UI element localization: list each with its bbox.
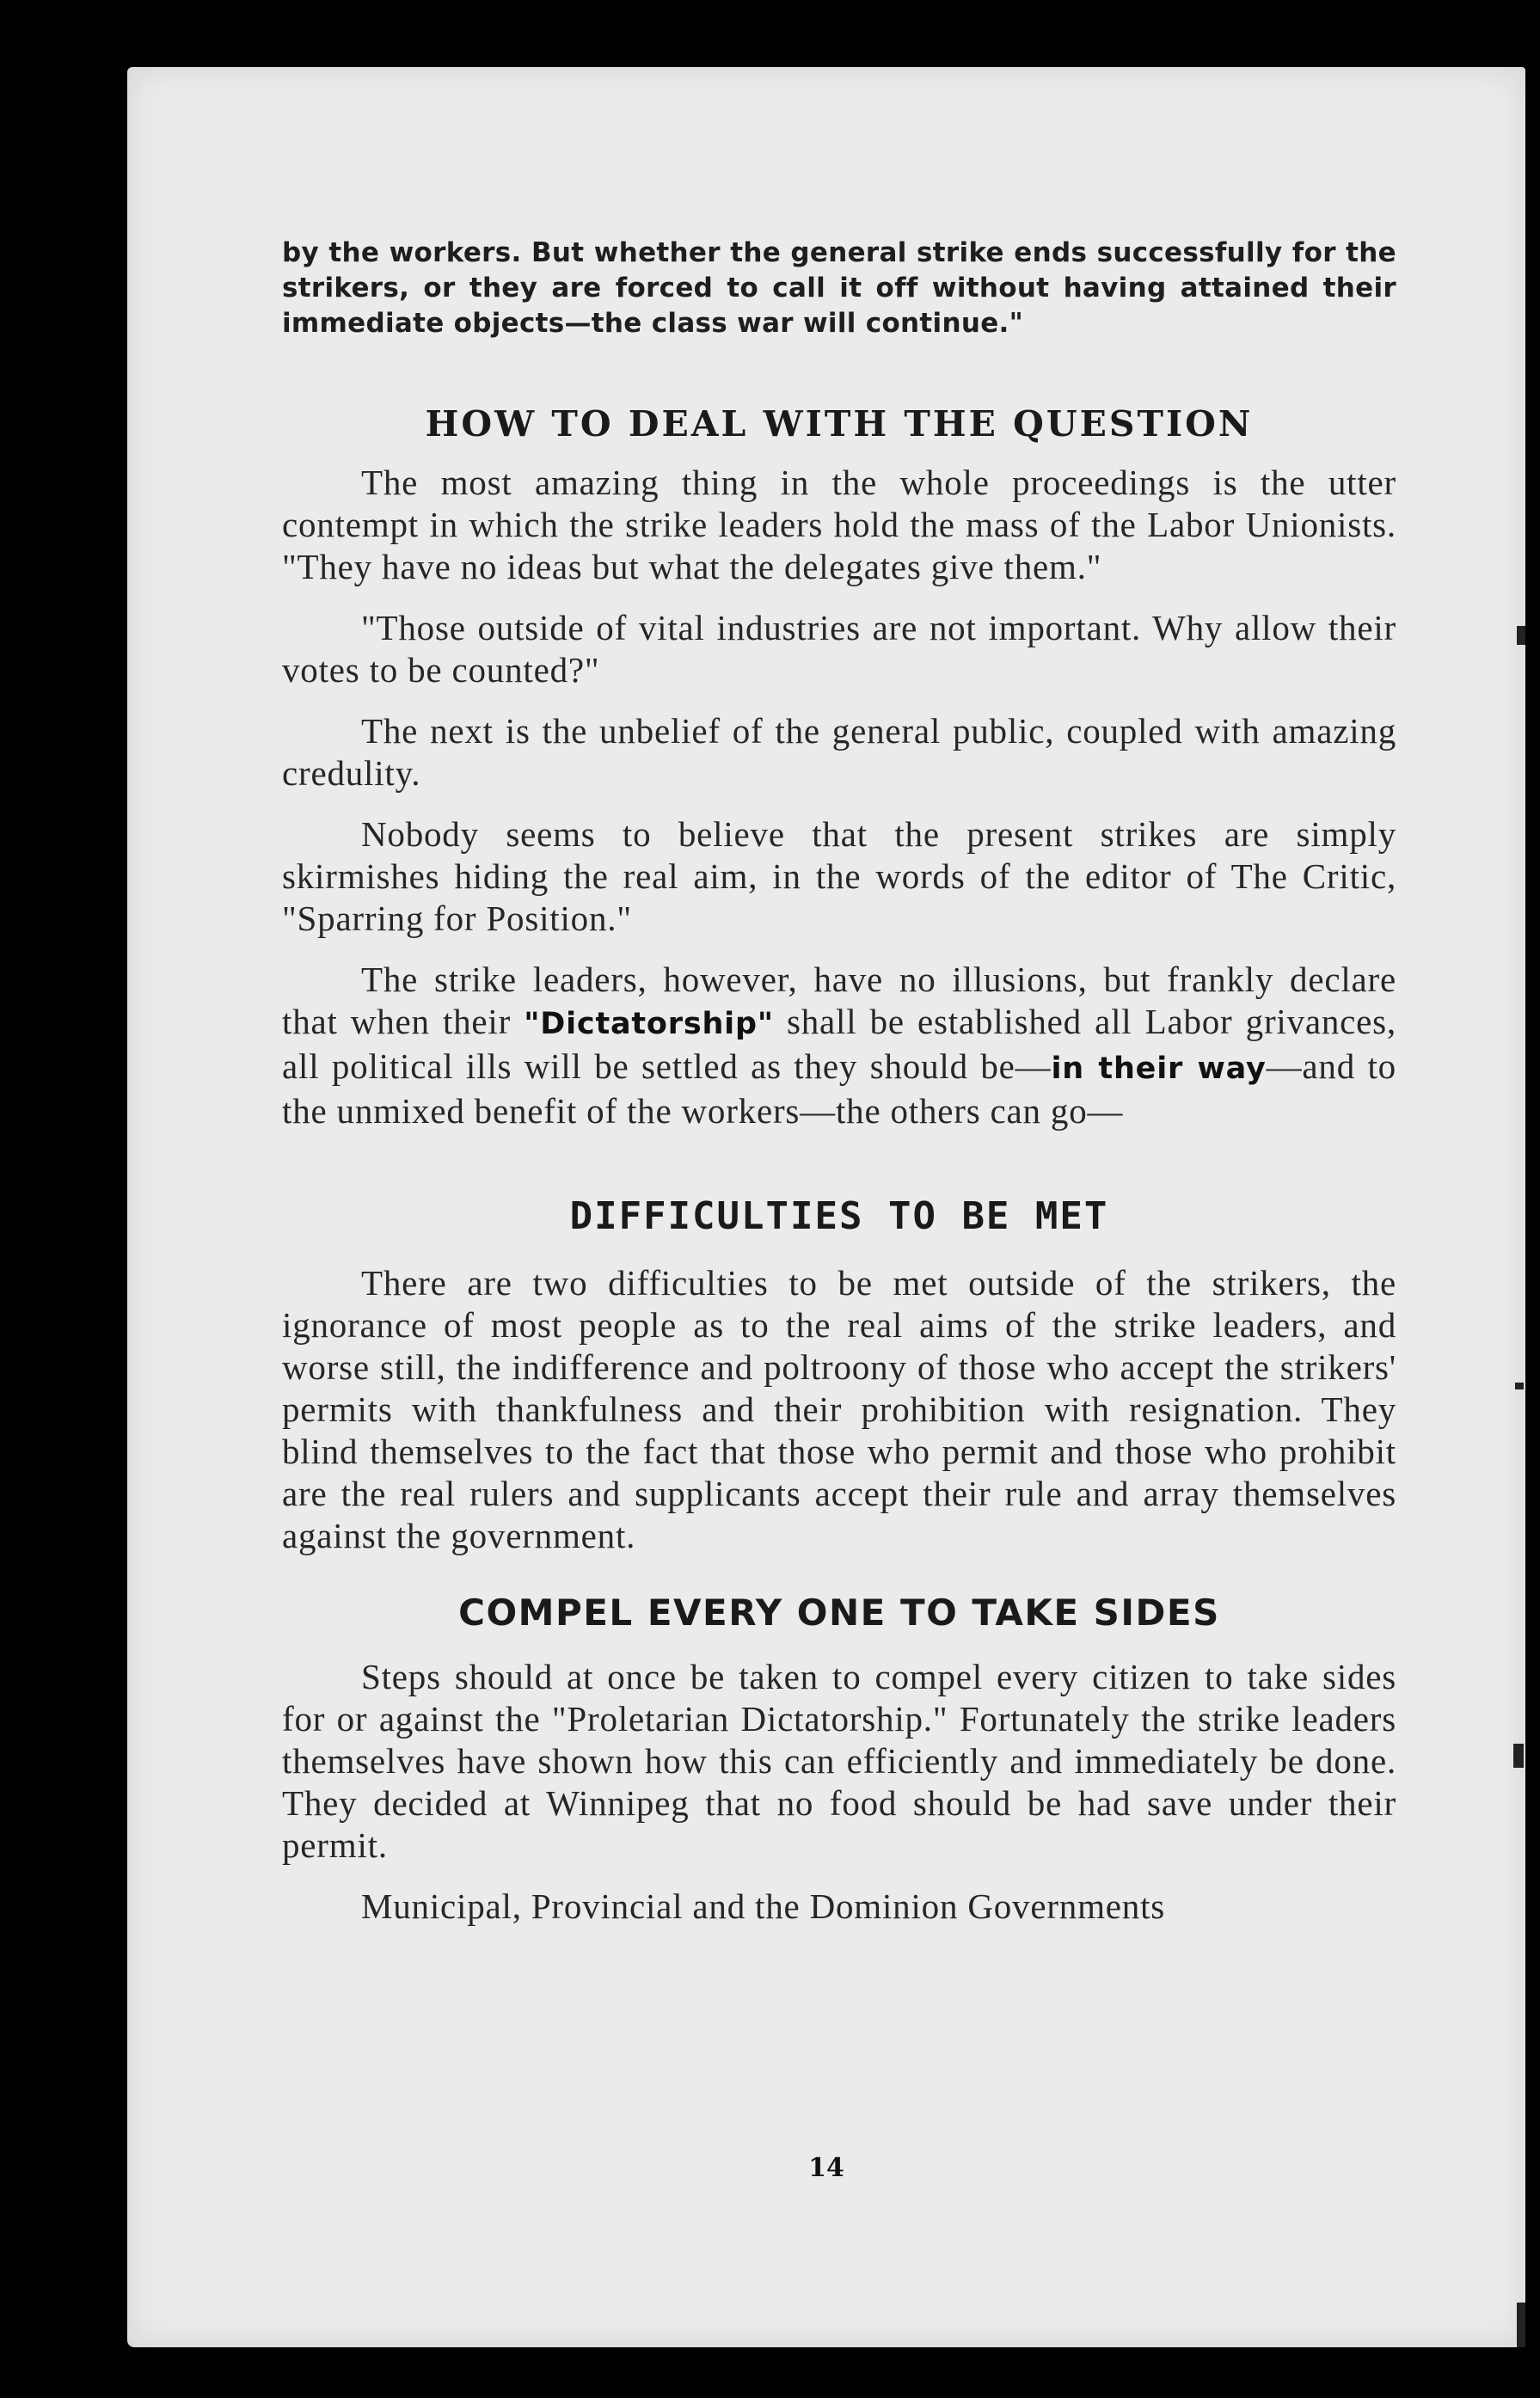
bold-dictatorship: "Dictatorship" (524, 1007, 774, 1041)
document-page (127, 67, 1525, 2347)
section-heading-compel: COMPEL EVERY ONE TO TAKE SIDES (458, 1592, 1220, 1634)
page-content (282, 236, 1396, 1947)
bold-in-their-way: in their way (1051, 1052, 1267, 1086)
intro-paragraph (282, 236, 1396, 341)
paragraph: The most amazing thing in the whole proceedings is the utter contempt in which the strike leaders hold the mass of the Labor Unionists. "They have no ideas but what the delegates give them." (282, 463, 1396, 586)
paragraph: Steps should at once be taken to compel every citizen to take sides for or against the "Proletarian Dictatorship." Fortunately the strike leaders themselves have shown how this can efficiently and immediately be done. They decided at Winnipeg that no food should be had save under their permit. (282, 1657, 1396, 1865)
paragraph: "Those outside of vital industries are not important. Why allow their votes to be counted?" (282, 608, 1396, 690)
binding-mark (1517, 626, 1525, 645)
binding-mark (1515, 1383, 1524, 1389)
text-run: The strike leaders, however, have no illusions, but frankly declare that when their (282, 960, 1396, 1041)
paragraph: Municipal, Provincial and the Dominion Governments (361, 1886, 1166, 1926)
paragraph: There are two difficulties to be met outside of the strikers, the ignorance of most people as to the real aims of the strike leaders, and worse still, the indifference and poltroony of those who accept the strikers' permits with thankfulness and their prohibition with resignation. They blind themselves to the fact that those who permit and those who prohibit are the real rulers and supplicants accept their rule and array themselves against the government. (282, 1263, 1396, 1555)
section-heading-question: HOW TO DEAL WITH THE QUESTION (425, 403, 1254, 445)
text-run: shall be established all Labor grivances, all political ills will be settled as they should be— (282, 1002, 1396, 1086)
paragraph: The next is the unbelief of the general public, coupled with amazing credulity. (282, 711, 1396, 793)
paragraph: Nobody seems to believe that the present strikes are simply skirmishes hiding the real aim, in the words of the editor of The Critic, "Sparring for Position." (282, 814, 1396, 938)
section-heading-difficulties: DIFFICULTIES TO BE MET (569, 1194, 1109, 1238)
intro-text: by the workers. But whether the general strike ends successfully for the strikers, or they are forced to call it off without having attained their immediate objects—the class war will continue." (282, 237, 1396, 339)
text-run: —and to the unmixed benefit of the workers—the others can go— (282, 1046, 1396, 1131)
binding-mark (1517, 2303, 1525, 2347)
binding-mark (1513, 1744, 1524, 1768)
paragraph-dictatorship (282, 959, 1396, 1132)
page-number: 14 (808, 2153, 844, 2183)
